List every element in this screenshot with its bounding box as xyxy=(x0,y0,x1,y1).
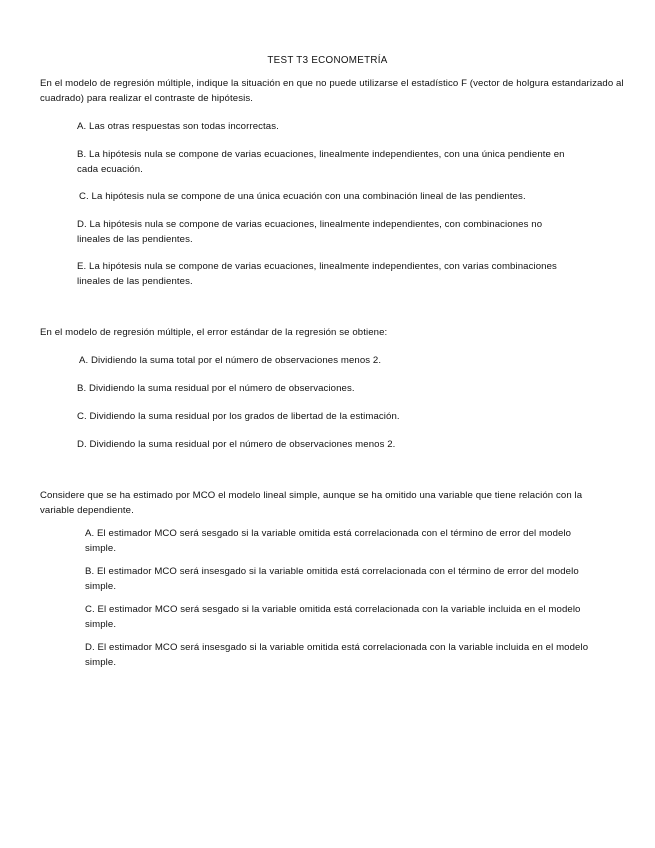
question-3-text: Considere que se ha estimado por MCO el modelo lineal simple, aunque se ha omitido una variable que tiene relación con la variable dependiente. xyxy=(40,490,583,516)
question-1-option-e: E. La hipótesis nula se compone de varias ecuaciones, linealmente independientes, con varias combinaciones lineales de las pendientes. xyxy=(77,261,557,287)
question-3 xyxy=(40,488,600,518)
question-3-option-c: C. El estimador MCO será sesgado si la variable omitida está correlacionada con la variable incluida en el modelo simple. xyxy=(85,604,581,630)
document-title: TEST T3 ECONOMETRÍA xyxy=(267,55,388,66)
question-3-option-d: D. El estimador MCO será insesgado si la variable omitida está correlacionada con la variable incluida en el modelo simple. xyxy=(85,642,589,668)
question-1-option-a: A. Las otras respuestas son todas incorrectas. xyxy=(77,121,279,132)
question-1-option-c: C. La hipótesis nula se compone de una única ecuación con una combinación lineal de las pendientes. xyxy=(79,191,526,202)
question-1-option-b: B. La hipótesis nula se compone de varias ecuaciones, linealmente independientes, con una única pendiente en cada ecuación. xyxy=(77,149,565,175)
question-1-option-d: D. La hipótesis nula se compone de varias ecuaciones, linealmente independientes, con combinaciones no lineales de las pendientes. xyxy=(77,219,543,245)
question-2-option-c: C. Dividiendo la suma residual por los grados de libertad de la estimación. xyxy=(77,411,400,422)
question-3-option-a: A. El estimador MCO será sesgado si la variable omitida está correlacionada con el término de error del modelo simple. xyxy=(85,528,572,554)
question-2-text: En el modelo de regresión múltiple, el error estándar de la regresión se obtiene: xyxy=(40,327,388,338)
question-3-option-b: B. El estimador MCO será insesgado si la variable omitida está correlacionada con el término de error del modelo simple. xyxy=(85,566,579,592)
question-1 xyxy=(40,76,625,106)
question-2-option-d: D. Dividiendo la suma residual por el número de observaciones menos 2. xyxy=(77,439,396,450)
question-2-option-b: B. Dividiendo la suma residual por el número de observaciones. xyxy=(77,383,355,394)
question-1-text: En el modelo de regresión múltiple, indique la situación en que no puede utilizarse el estadístico F (vector de holgura estandarizado al cuadrado) para realizar el contraste de hipótesis. xyxy=(40,78,624,104)
question-2-option-a: A. Dividiendo la suma total por el número de observaciones menos 2. xyxy=(79,355,382,366)
question-2 xyxy=(40,325,625,340)
